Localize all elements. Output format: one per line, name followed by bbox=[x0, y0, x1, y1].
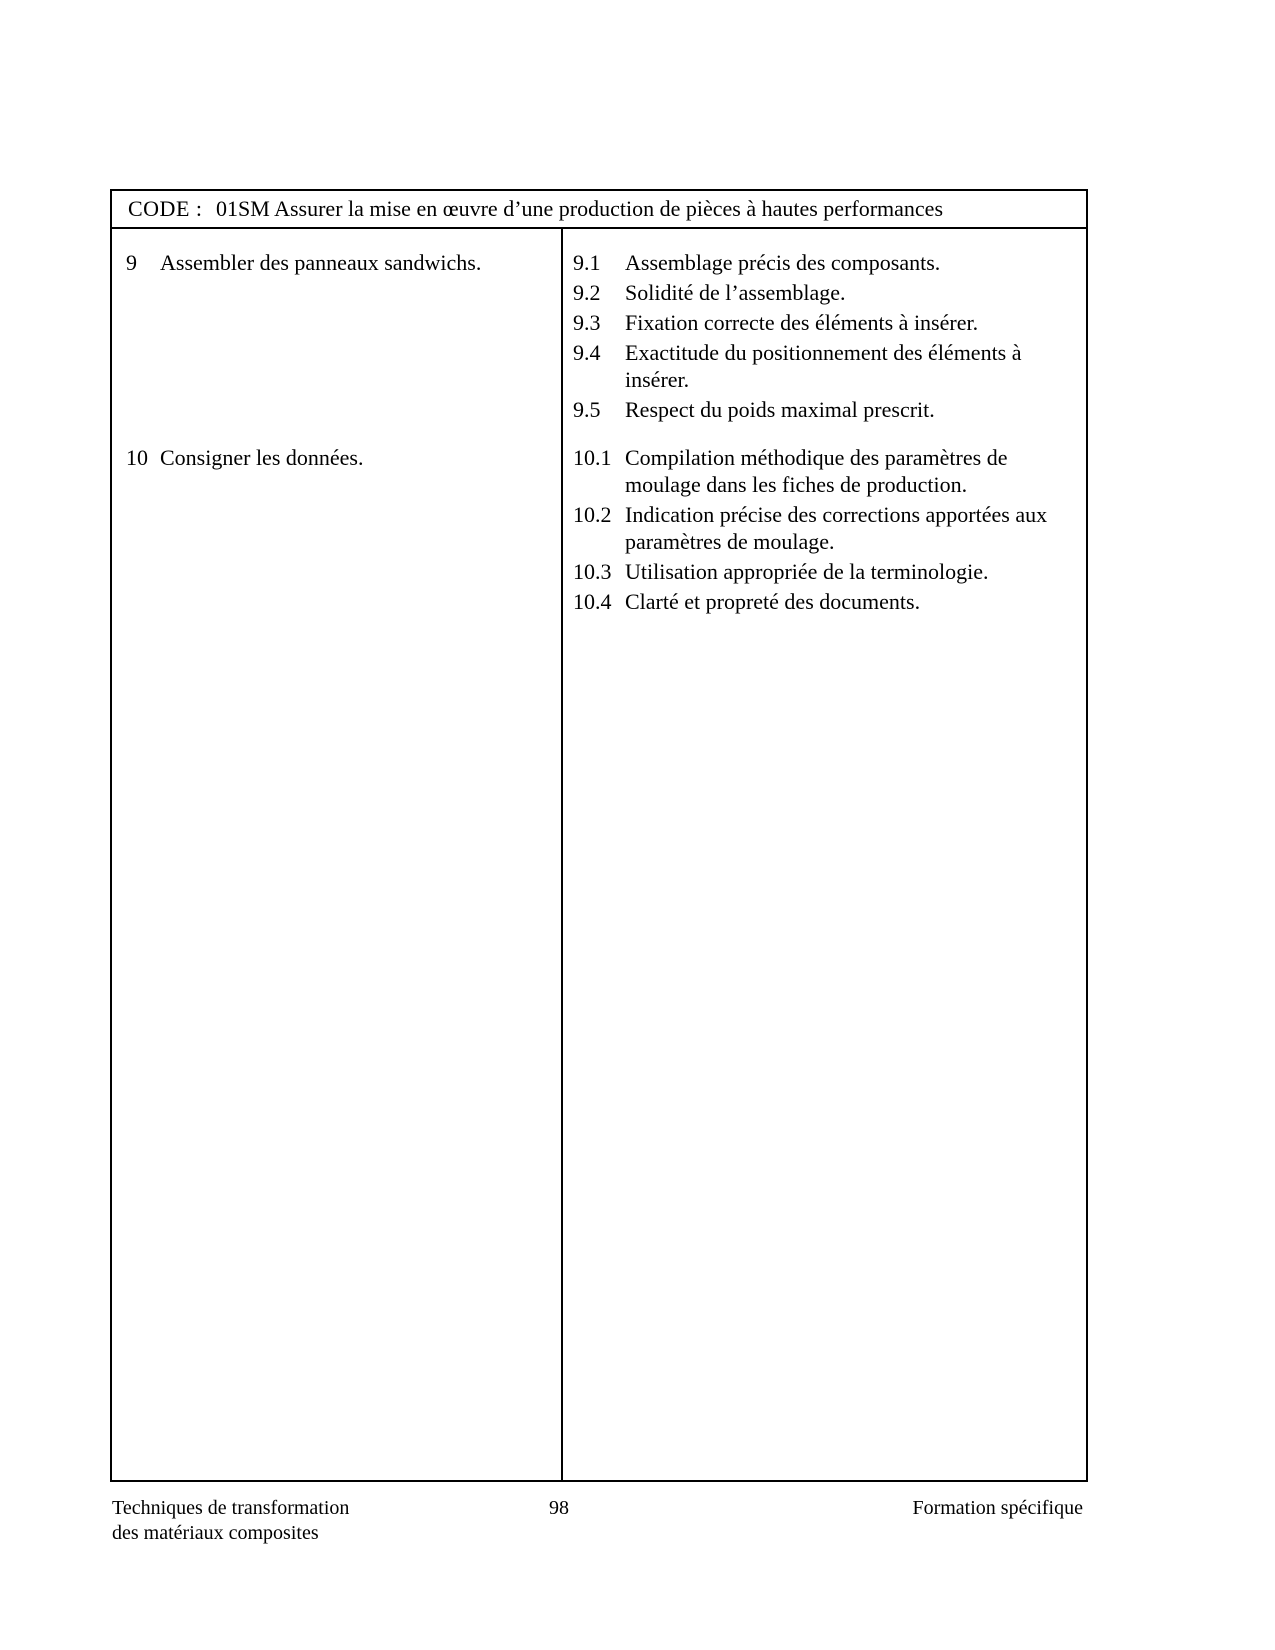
page-number: 98 bbox=[549, 1497, 569, 1519]
criterion-number: 10.3 bbox=[573, 559, 612, 584]
criterion-number: 9.2 bbox=[573, 280, 601, 305]
criterion-item bbox=[573, 501, 1078, 555]
criterion-text: Clarté et propreté des documents. bbox=[625, 589, 921, 614]
criterion-number: 9.1 bbox=[573, 250, 601, 275]
criterion-text: Utilisation appropriée de la terminologie. bbox=[625, 559, 989, 584]
code-value: 01SM bbox=[216, 196, 270, 221]
footer-program-line2: des matériaux composites bbox=[112, 1522, 319, 1544]
footer-program-name bbox=[112, 1496, 349, 1546]
criterion-text: Solidité de l’assemblage. bbox=[625, 280, 846, 305]
footer-section-name: Formation spécifique bbox=[912, 1497, 1083, 1519]
criteria-group bbox=[573, 444, 1078, 618]
criterion-number: 9.4 bbox=[573, 340, 601, 365]
criterion-text: Fixation correcte des éléments à insérer. bbox=[625, 310, 979, 335]
criterion-text: Respect du poids maximal prescrit. bbox=[625, 397, 935, 422]
competency-number: 9 bbox=[126, 250, 137, 275]
criterion-text: Exactitude du positionnement des éléments à insérer. bbox=[625, 340, 1022, 392]
criterion-number: 10.4 bbox=[573, 589, 612, 614]
criterion-number: 9.3 bbox=[573, 310, 601, 335]
criterion-item bbox=[573, 279, 1078, 306]
criterion-item bbox=[573, 396, 1078, 423]
competency-table bbox=[110, 189, 1088, 1482]
footer-program-line1: Techniques de transformation bbox=[112, 1497, 350, 1519]
criterion-number: 10.2 bbox=[573, 502, 612, 527]
table-header bbox=[112, 191, 1086, 229]
code-label: CODE : bbox=[128, 196, 203, 221]
criterion-text: Indication précise des corrections apportées aux paramètres de moulage. bbox=[625, 502, 1048, 554]
module-title: Assurer la mise en œuvre d’une production de pièces à hautes performances bbox=[274, 196, 944, 221]
competency-label: Assembler des panneaux sandwichs. bbox=[160, 250, 482, 275]
criterion-item bbox=[573, 558, 1078, 585]
competency-item bbox=[126, 249, 546, 276]
criterion-number: 10.1 bbox=[573, 445, 612, 470]
criterion-item bbox=[573, 588, 1078, 615]
criterion-number: 9.5 bbox=[573, 397, 601, 422]
competency-label: Consigner les données. bbox=[160, 445, 364, 470]
competency-number: 10 bbox=[126, 445, 148, 470]
criterion-text: Compilation méthodique des paramètres de moulage dans les fiches de production. bbox=[625, 445, 1008, 497]
criterion-item bbox=[573, 339, 1078, 393]
criterion-item bbox=[573, 249, 1078, 276]
column-divider bbox=[561, 229, 563, 1482]
criteria-group bbox=[573, 249, 1078, 426]
criterion-text: Assemblage précis des composants. bbox=[625, 250, 941, 275]
criterion-item bbox=[573, 309, 1078, 336]
criterion-item bbox=[573, 444, 1078, 498]
competency-item bbox=[126, 444, 546, 471]
